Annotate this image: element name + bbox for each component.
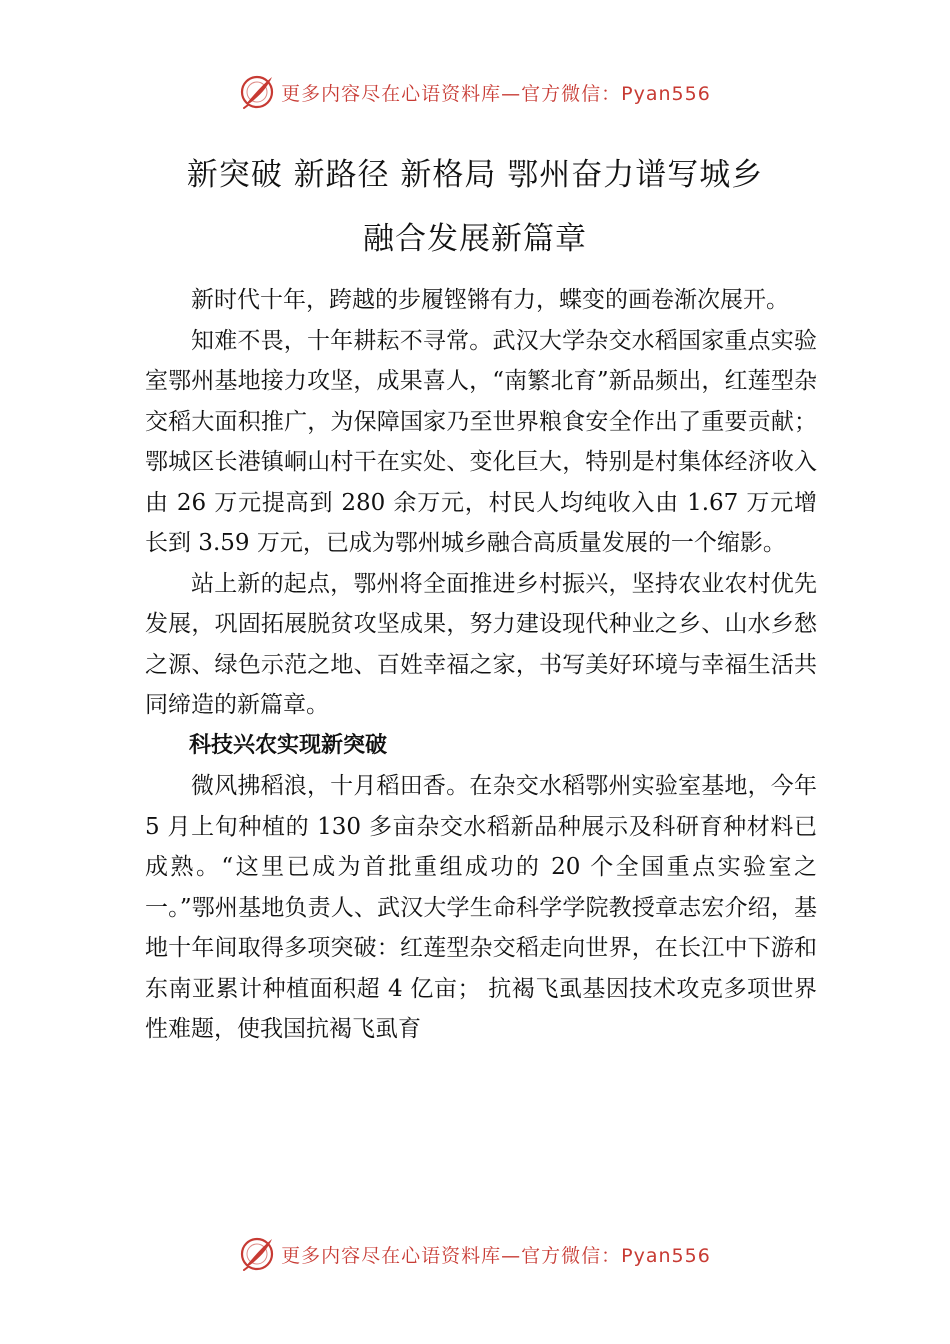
section-heading: 科技兴农实现新突破 [189,732,388,758]
paragraph-outlook: 站上新的起点，鄂州将全面推进乡村振兴，坚持农业农村优先发展，巩固拓展脱贫攻坚成果，努力建设现代种业之乡、山水乡愁之源、绿色示范之地、百姓幸福之家，书写美好环境与幸福生活共同缔造的新篇章。 [145,570,817,718]
paragraph-section-tech: 微风拂稻浪，十月稻田香。在杂交水稻鄂州实验室基地，今年 5 月上旬种植的 130 多亩杂交水稻新品种展示及科研育种材料已成熟。“这里已成为首批重组成功的 20 个全国重点实验室之一。”鄂州基地负责人、武汉大学生命科学学院教授章志宏介绍，基地十年间取得多项突破：红莲型杂交稻走向世界，在长江中下游和东南亚累计种植面积超 4 亿亩； 抗褐飞虱基因技术攻克多项世界性难题，使我国抗褐飞虱育 [145,773,817,1042]
footer-banner-text: 更多内容尽在心语资料库—官方微信：Pyan556 [281,1244,711,1267]
paragraph-achievements: 知难不畏，十年耕耘不寻常。武汉大学杂交水稻国家重点实验室鄂州基地接力攻坚，成果喜人，“南繁北育”新品频出，红莲型杂交稻大面积推广，为保障国家乃至世界粮食安全作出了重要贡献；鄂城区长港镇峒山村干在实处、变化巨大，特别是村集体经济收入由 26 万元提高到 280 余万元，村民人均纯收入由 1.67 万元增长到 3.59 万元，已成为鄂州城乡融合高质量发展的一个缩影。 [145,327,817,556]
quill-logo-icon [239,74,275,110]
footer-banner [0,1234,950,1274]
header-banner-text: 更多内容尽在心语资料库—官方微信：Pyan556 [281,82,711,105]
article-title-line-2: 融合发展新篇章 [363,221,587,257]
quill-logo-icon [239,1236,275,1272]
article-body [145,280,817,1050]
paragraph-intro: 新时代十年，跨越的步履铿锵有力，蝶变的画卷渐次展开。 [191,287,789,313]
article-title-line-1: 新突破 新路径 新格局 鄂州奋力谱写城乡 [186,157,764,193]
header-banner [0,72,950,112]
